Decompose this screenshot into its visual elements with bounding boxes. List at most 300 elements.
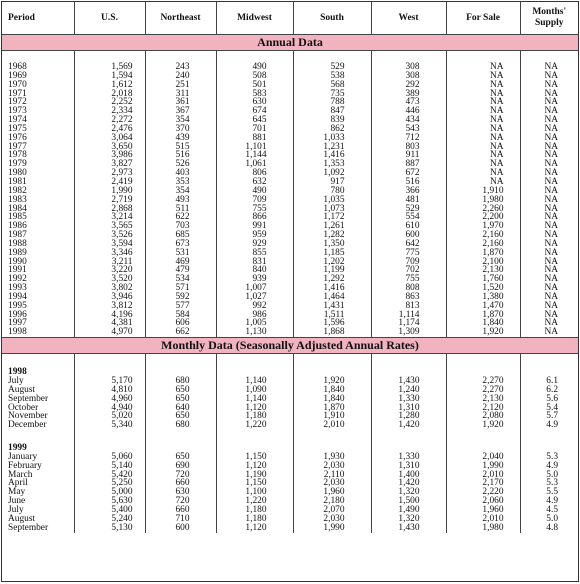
period-cell: September bbox=[8, 393, 49, 404]
west-cell: 1,420 bbox=[371, 479, 446, 488]
northeast-cell: 439 bbox=[145, 134, 216, 143]
us-cell: 3,946 bbox=[74, 293, 145, 302]
south-cell: 1,202 bbox=[293, 258, 371, 267]
period-cell: April bbox=[8, 478, 28, 489]
northeast-cell: 469 bbox=[145, 258, 216, 267]
west-cell: 1,420 bbox=[371, 421, 446, 430]
west-cell: 1,174 bbox=[371, 319, 446, 328]
period-cell: 1991 bbox=[8, 265, 27, 276]
midwest-cell: 1,130 bbox=[216, 328, 293, 337]
west-cell: 292 bbox=[371, 81, 446, 90]
us-cell: 3,346 bbox=[74, 249, 145, 258]
west-cell: 1,430 bbox=[371, 524, 446, 533]
midwest-cell: 1,180 bbox=[216, 412, 293, 421]
us-cell: 4,940 bbox=[74, 404, 145, 413]
northeast-cell: 640 bbox=[145, 404, 216, 413]
us-cell: 5,340 bbox=[74, 421, 145, 430]
northeast-cell: 251 bbox=[145, 81, 216, 90]
south-cell: 735 bbox=[293, 90, 371, 99]
us-cell: 4,970 bbox=[74, 328, 145, 337]
south-cell: 1,416 bbox=[293, 151, 371, 160]
for-sale-cell: NA bbox=[446, 151, 520, 160]
for-sale-cell: 2,220 bbox=[446, 488, 520, 497]
months-supply-cell: NA bbox=[520, 116, 578, 125]
period-cell: 1975 bbox=[8, 123, 27, 134]
spacer-cell bbox=[145, 430, 216, 444]
midwest-cell: 490 bbox=[216, 63, 293, 72]
midwest-cell: 992 bbox=[216, 302, 293, 311]
midwest-cell: 674 bbox=[216, 107, 293, 116]
months-supply-cell: 6.2 bbox=[520, 386, 578, 395]
west-cell: 1,430 bbox=[371, 377, 446, 386]
us-cell: 3,565 bbox=[74, 222, 145, 231]
months-supply-cell: NA bbox=[520, 311, 578, 320]
midwest-cell: 1,190 bbox=[216, 471, 293, 480]
west-cell: 1,240 bbox=[371, 386, 446, 395]
south-cell: 1,092 bbox=[293, 169, 371, 178]
northeast-cell: 622 bbox=[145, 213, 216, 222]
northeast-cell: 367 bbox=[145, 107, 216, 116]
months-supply-cell: NA bbox=[520, 169, 578, 178]
for-sale-cell: 1,520 bbox=[446, 284, 520, 293]
midwest-cell: 881 bbox=[216, 134, 293, 143]
months-supply-cell: NA bbox=[520, 178, 578, 187]
period-cell: September bbox=[8, 522, 49, 533]
midwest-cell: 632 bbox=[216, 178, 293, 187]
for-sale-cell: NA bbox=[446, 169, 520, 178]
midwest-cell: 1,101 bbox=[216, 143, 293, 152]
northeast-cell: 710 bbox=[145, 515, 216, 524]
west-cell: 709 bbox=[371, 258, 446, 267]
us-cell: 3,650 bbox=[74, 143, 145, 152]
northeast-cell: 516 bbox=[145, 151, 216, 160]
for-sale-cell: NA bbox=[446, 160, 520, 169]
south-cell: 1,199 bbox=[293, 266, 371, 275]
south-cell: 1,910 bbox=[293, 412, 371, 421]
for-sale-cell: 2,130 bbox=[446, 266, 520, 275]
northeast-cell: 685 bbox=[145, 231, 216, 240]
for-sale-cell: 2,080 bbox=[446, 412, 520, 421]
midwest-cell: 701 bbox=[216, 125, 293, 134]
period-cell: February bbox=[8, 460, 42, 471]
months-supply-cell: NA bbox=[520, 222, 578, 231]
period-cell: October bbox=[8, 402, 39, 413]
for-sale-cell: 2,270 bbox=[446, 377, 520, 386]
period-cell: 1970 bbox=[8, 79, 27, 90]
midwest-cell: 855 bbox=[216, 249, 293, 258]
header-row bbox=[2, 2, 578, 35]
south-cell: 1,511 bbox=[293, 311, 371, 320]
for-sale-cell: 1,380 bbox=[446, 293, 520, 302]
midwest-cell: 1,120 bbox=[216, 462, 293, 471]
us-cell: 4,381 bbox=[74, 319, 145, 328]
for-sale-cell: 2,200 bbox=[446, 213, 520, 222]
west-cell: 446 bbox=[371, 107, 446, 116]
months-supply-cell: 5.3 bbox=[520, 453, 578, 462]
south-cell: 847 bbox=[293, 107, 371, 116]
months-supply-cell: NA bbox=[520, 196, 578, 205]
south-cell: 529 bbox=[293, 63, 371, 72]
south-cell: 2,180 bbox=[293, 497, 371, 506]
south-cell: 1,292 bbox=[293, 275, 371, 284]
south-cell: 1,416 bbox=[293, 284, 371, 293]
period-cell: May bbox=[8, 487, 26, 498]
west-cell: 516 bbox=[371, 178, 446, 187]
south-cell: 1,920 bbox=[293, 377, 371, 386]
midwest-cell: 501 bbox=[216, 81, 293, 90]
months-supply-cell: NA bbox=[520, 134, 578, 143]
period-cell: 1981 bbox=[8, 176, 27, 187]
for-sale-cell: 1,470 bbox=[446, 302, 520, 311]
table-row bbox=[2, 421, 578, 430]
midwest-cell: 929 bbox=[216, 240, 293, 249]
us-cell: 2,973 bbox=[74, 169, 145, 178]
south-cell: 1,035 bbox=[293, 196, 371, 205]
south-cell: 2,030 bbox=[293, 462, 371, 471]
spacer-cell bbox=[446, 430, 520, 444]
south-cell: 1,185 bbox=[293, 249, 371, 258]
spacer-cell bbox=[74, 51, 145, 64]
for-sale-cell: NA bbox=[446, 81, 520, 90]
us-cell: 5,250 bbox=[74, 479, 145, 488]
northeast-cell: 600 bbox=[145, 524, 216, 533]
midwest-cell: 806 bbox=[216, 169, 293, 178]
south-cell: 1,350 bbox=[293, 240, 371, 249]
for-sale-cell: NA bbox=[446, 116, 520, 125]
northeast-cell: 403 bbox=[145, 169, 216, 178]
for-sale-cell: 2,260 bbox=[446, 205, 520, 214]
period-cell: 1982 bbox=[8, 185, 27, 196]
midwest-cell: 986 bbox=[216, 311, 293, 320]
west-cell: 543 bbox=[371, 125, 446, 134]
for-sale-cell: 2,010 bbox=[446, 471, 520, 480]
us-cell: 3,064 bbox=[74, 134, 145, 143]
south-cell: 1,960 bbox=[293, 488, 371, 497]
us-cell: 3,520 bbox=[74, 275, 145, 284]
us-cell: 1,990 bbox=[74, 187, 145, 196]
south-cell: 1,870 bbox=[293, 404, 371, 413]
period-cell: 1993 bbox=[8, 283, 27, 294]
west-cell: 887 bbox=[371, 160, 446, 169]
us-cell: 3,211 bbox=[74, 258, 145, 267]
spacer-cell bbox=[2, 430, 74, 444]
northeast-cell: 606 bbox=[145, 319, 216, 328]
midwest-cell: 1,220 bbox=[216, 497, 293, 506]
period-cell: 1984 bbox=[8, 203, 27, 214]
south-cell: 2,010 bbox=[293, 421, 371, 430]
period-cell: 1974 bbox=[8, 115, 27, 126]
northeast-cell: 660 bbox=[145, 506, 216, 515]
spacer-row bbox=[2, 354, 578, 369]
northeast-cell: 650 bbox=[145, 386, 216, 395]
period-cell: 1986 bbox=[8, 221, 27, 232]
west-cell: 1,310 bbox=[371, 462, 446, 471]
for-sale-cell: NA bbox=[446, 90, 520, 99]
for-sale-cell: 2,060 bbox=[446, 497, 520, 506]
west-cell: 863 bbox=[371, 293, 446, 302]
months-supply-cell: 4.9 bbox=[520, 462, 578, 471]
spacer-row bbox=[2, 430, 578, 444]
midwest-cell: 1,150 bbox=[216, 453, 293, 462]
period-cell: 1987 bbox=[8, 230, 27, 241]
west-cell: 775 bbox=[371, 249, 446, 258]
northeast-cell: 650 bbox=[145, 412, 216, 421]
months-supply-cell: 5.3 bbox=[520, 479, 578, 488]
west-cell: 1,400 bbox=[371, 471, 446, 480]
months-supply-cell: NA bbox=[520, 125, 578, 134]
months-supply-cell: NA bbox=[520, 213, 578, 222]
for-sale-cell: 2,130 bbox=[446, 395, 520, 404]
housing-data-table-page bbox=[1, 1, 579, 582]
west-cell: 600 bbox=[371, 231, 446, 240]
us-cell: 2,018 bbox=[74, 90, 145, 99]
spacer-cell bbox=[293, 354, 371, 369]
us-cell: 3,802 bbox=[74, 284, 145, 293]
us-cell: 2,272 bbox=[74, 116, 145, 125]
us-cell: 5,140 bbox=[74, 462, 145, 471]
south-cell: 1,464 bbox=[293, 293, 371, 302]
south-cell: 2,070 bbox=[293, 506, 371, 515]
south-cell: 1,073 bbox=[293, 205, 371, 214]
midwest-cell: 1,140 bbox=[216, 395, 293, 404]
us-cell: 1,569 bbox=[74, 63, 145, 72]
west-cell: 803 bbox=[371, 143, 446, 152]
period-cell: 1976 bbox=[8, 132, 27, 143]
for-sale-cell: 1,990 bbox=[446, 462, 520, 471]
months-supply-cell: NA bbox=[520, 160, 578, 169]
months-supply-cell: NA bbox=[520, 249, 578, 258]
monthly-data-band bbox=[2, 338, 578, 354]
months-supply-cell: NA bbox=[520, 187, 578, 196]
months-supply-cell: 6.1 bbox=[520, 377, 578, 386]
us-cell: 2,419 bbox=[74, 178, 145, 187]
south-cell: 788 bbox=[293, 98, 371, 107]
year-heading: 1999 bbox=[8, 443, 27, 454]
midwest-cell: 709 bbox=[216, 196, 293, 205]
northeast-cell: 720 bbox=[145, 497, 216, 506]
west-cell: 1,330 bbox=[371, 395, 446, 404]
spacer-cell bbox=[216, 354, 293, 369]
midwest-cell: 1,007 bbox=[216, 284, 293, 293]
west-cell: 808 bbox=[371, 284, 446, 293]
period-cell: July bbox=[8, 504, 24, 515]
months-supply-cell: 5.6 bbox=[520, 395, 578, 404]
months-supply-cell: 5.4 bbox=[520, 404, 578, 413]
period-cell: August bbox=[8, 384, 36, 395]
period-cell: 1969 bbox=[8, 70, 27, 81]
column-header-west: West bbox=[371, 2, 446, 35]
south-cell: 1,261 bbox=[293, 222, 371, 231]
period-cell: 1968 bbox=[8, 62, 27, 72]
midwest-cell: 1,144 bbox=[216, 151, 293, 160]
midwest-cell: 959 bbox=[216, 231, 293, 240]
midwest-cell: 939 bbox=[216, 275, 293, 284]
us-cell: 5,630 bbox=[74, 497, 145, 506]
months-supply-cell: NA bbox=[520, 205, 578, 214]
column-header-midwest: Midwest bbox=[216, 2, 293, 35]
midwest-cell: 583 bbox=[216, 90, 293, 99]
months-supply-cell: NA bbox=[520, 90, 578, 99]
months-supply-cell: NA bbox=[520, 81, 578, 90]
column-header-period: Period bbox=[2, 2, 74, 35]
us-cell: 4,810 bbox=[74, 386, 145, 395]
months-supply-cell: NA bbox=[520, 107, 578, 116]
period-cell: December bbox=[8, 420, 47, 431]
midwest-cell: 1,140 bbox=[216, 377, 293, 386]
west-cell: 1,280 bbox=[371, 412, 446, 421]
for-sale-cell: 1,910 bbox=[446, 187, 520, 196]
northeast-cell: 493 bbox=[145, 196, 216, 205]
period-cell: August bbox=[8, 513, 36, 524]
west-cell: 308 bbox=[371, 63, 446, 72]
for-sale-cell: 2,160 bbox=[446, 231, 520, 240]
monthly-data-band-title: Monthly Data (Seasonally Adjusted Annual Rates) bbox=[2, 338, 578, 354]
period-cell: 1977 bbox=[8, 141, 27, 152]
midwest-cell: 645 bbox=[216, 116, 293, 125]
south-cell: 1,990 bbox=[293, 524, 371, 533]
period-cell: January bbox=[8, 451, 38, 462]
west-cell: 911 bbox=[371, 151, 446, 160]
south-cell: 1,840 bbox=[293, 386, 371, 395]
months-supply-cell: 5.5 bbox=[520, 488, 578, 497]
spacer-cell bbox=[520, 354, 578, 369]
table-row bbox=[2, 328, 578, 337]
us-cell: 5,170 bbox=[74, 377, 145, 386]
us-cell: 1,612 bbox=[74, 81, 145, 90]
year-heading: 1998 bbox=[8, 367, 27, 378]
us-cell: 3,986 bbox=[74, 151, 145, 160]
for-sale-cell: 1,980 bbox=[446, 524, 520, 533]
period-cell: 1988 bbox=[8, 238, 27, 249]
south-cell: 1,231 bbox=[293, 143, 371, 152]
west-cell: 473 bbox=[371, 98, 446, 107]
for-sale-cell: NA bbox=[446, 107, 520, 116]
west-cell: 642 bbox=[371, 240, 446, 249]
northeast-cell: 479 bbox=[145, 266, 216, 275]
west-cell: 554 bbox=[371, 213, 446, 222]
period-cell: 1997 bbox=[8, 318, 27, 329]
us-cell: 2,476 bbox=[74, 125, 145, 134]
northeast-cell: 660 bbox=[145, 479, 216, 488]
for-sale-cell: 1,920 bbox=[446, 328, 520, 337]
months-supply-cell: NA bbox=[520, 231, 578, 240]
spacer-cell bbox=[74, 354, 145, 369]
west-cell: 1,500 bbox=[371, 497, 446, 506]
south-cell: 1,431 bbox=[293, 302, 371, 311]
south-cell: 538 bbox=[293, 72, 371, 81]
south-cell: 1,930 bbox=[293, 453, 371, 462]
west-cell: 1,114 bbox=[371, 311, 446, 320]
west-cell: 1,490 bbox=[371, 506, 446, 515]
us-cell: 1,594 bbox=[74, 72, 145, 81]
for-sale-cell: NA bbox=[446, 178, 520, 187]
west-cell: 308 bbox=[371, 72, 446, 81]
west-cell: 702 bbox=[371, 266, 446, 275]
northeast-cell: 354 bbox=[145, 116, 216, 125]
months-supply-cell: 4.9 bbox=[520, 497, 578, 506]
northeast-cell: 673 bbox=[145, 240, 216, 249]
months-supply-cell: 5.0 bbox=[520, 471, 578, 480]
months-supply-cell: NA bbox=[520, 319, 578, 328]
south-cell: 780 bbox=[293, 187, 371, 196]
midwest-cell: 508 bbox=[216, 72, 293, 81]
period-cell: 1989 bbox=[8, 247, 27, 258]
west-cell: 529 bbox=[371, 205, 446, 214]
west-cell: 672 bbox=[371, 169, 446, 178]
spacer-cell bbox=[216, 430, 293, 444]
for-sale-cell: 2,160 bbox=[446, 240, 520, 249]
period-cell: March bbox=[8, 469, 33, 480]
midwest-cell: 866 bbox=[216, 213, 293, 222]
us-cell: 5,130 bbox=[74, 524, 145, 533]
for-sale-cell: NA bbox=[446, 72, 520, 81]
midwest-cell: 1,220 bbox=[216, 421, 293, 430]
midwest-cell: 1,061 bbox=[216, 160, 293, 169]
south-cell: 568 bbox=[293, 81, 371, 90]
midwest-cell: 1,120 bbox=[216, 524, 293, 533]
midwest-cell: 755 bbox=[216, 205, 293, 214]
midwest-cell: 1,150 bbox=[216, 479, 293, 488]
us-cell: 5,020 bbox=[74, 412, 145, 421]
us-cell: 5,240 bbox=[74, 515, 145, 524]
months-supply-cell: NA bbox=[520, 143, 578, 152]
months-supply-cell: NA bbox=[520, 275, 578, 284]
south-cell: 1,353 bbox=[293, 160, 371, 169]
for-sale-cell: NA bbox=[446, 125, 520, 134]
us-cell: 5,420 bbox=[74, 471, 145, 480]
northeast-cell: 584 bbox=[145, 311, 216, 320]
for-sale-cell: NA bbox=[446, 143, 520, 152]
northeast-cell: 577 bbox=[145, 302, 216, 311]
period-cell: 1985 bbox=[8, 212, 27, 223]
northeast-cell: 650 bbox=[145, 395, 216, 404]
for-sale-cell: 1,870 bbox=[446, 311, 520, 320]
period-cell: 1973 bbox=[8, 106, 27, 117]
spacer-cell bbox=[446, 51, 520, 64]
northeast-cell: 650 bbox=[145, 453, 216, 462]
annual-data-band bbox=[2, 35, 578, 51]
south-cell: 1,840 bbox=[293, 395, 371, 404]
for-sale-cell: 2,100 bbox=[446, 258, 520, 267]
west-cell: 813 bbox=[371, 302, 446, 311]
midwest-cell: 1,005 bbox=[216, 319, 293, 328]
months-supply-cell: NA bbox=[520, 302, 578, 311]
us-cell: 4,196 bbox=[74, 311, 145, 320]
northeast-cell: 240 bbox=[145, 72, 216, 81]
period-cell: 1980 bbox=[8, 168, 27, 179]
column-header-south: South bbox=[293, 2, 371, 35]
months-supply-cell: 4.9 bbox=[520, 421, 578, 430]
northeast-cell: 534 bbox=[145, 275, 216, 284]
west-cell: 712 bbox=[371, 134, 446, 143]
months-supply-cell: NA bbox=[520, 98, 578, 107]
midwest-cell: 630 bbox=[216, 98, 293, 107]
northeast-cell: 311 bbox=[145, 90, 216, 99]
south-cell: 1,868 bbox=[293, 328, 371, 337]
period-cell: 1995 bbox=[8, 300, 27, 311]
northeast-cell: 662 bbox=[145, 328, 216, 337]
for-sale-cell: 2,010 bbox=[446, 515, 520, 524]
us-cell: 3,827 bbox=[74, 160, 145, 169]
west-cell: 1,330 bbox=[371, 453, 446, 462]
for-sale-cell: 1,970 bbox=[446, 222, 520, 231]
months-supply-cell: NA bbox=[520, 72, 578, 81]
for-sale-cell: 2,120 bbox=[446, 404, 520, 413]
empty-cell bbox=[74, 368, 145, 377]
northeast-cell: 515 bbox=[145, 143, 216, 152]
midwest-cell: 1,180 bbox=[216, 506, 293, 515]
period-cell: 1978 bbox=[8, 150, 27, 161]
